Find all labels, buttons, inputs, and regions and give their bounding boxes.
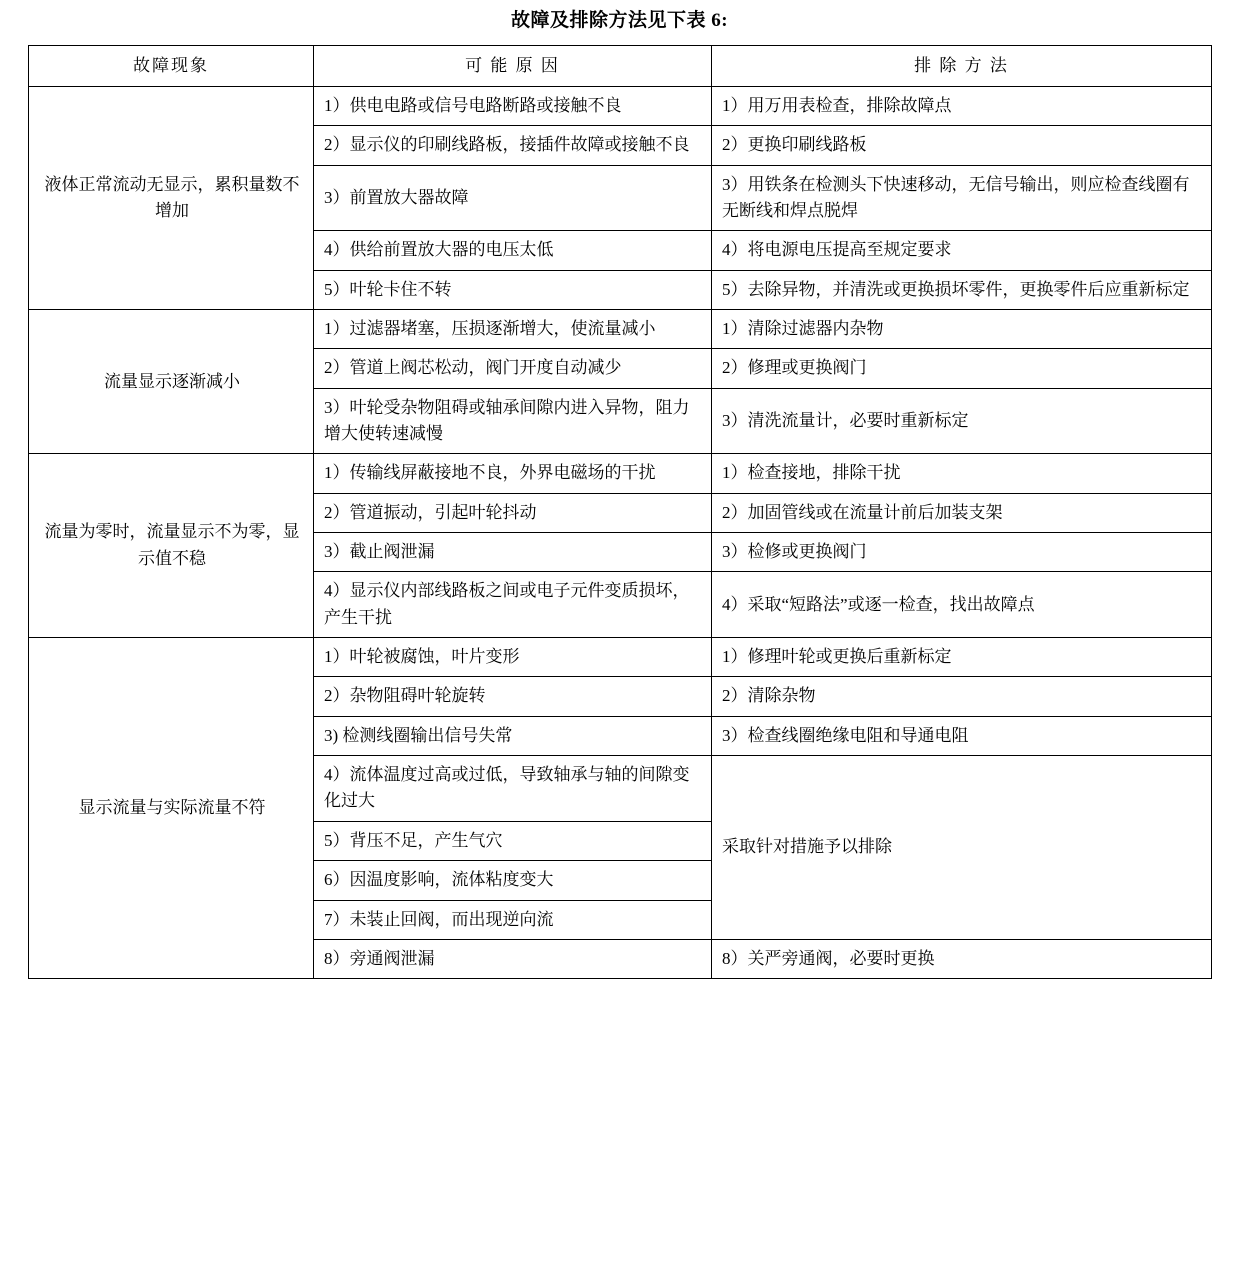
cause-cell: 6）因温度影响，流体粘度变大 (314, 861, 712, 900)
fault-troubleshooting-table (28, 45, 1212, 980)
remedy-cell: 5）去除异物，并清洗或更换损坏零件，更换零件后应重新标定 (712, 270, 1212, 309)
column-header-symptom: 故障现象 (29, 45, 314, 86)
cause-cell: 4）显示仪内部线路板之间或电子元件变质损坏，产生干扰 (314, 572, 712, 638)
table-header-row (29, 45, 1212, 86)
remedy-cell: 2）更换印刷线路板 (712, 126, 1212, 165)
remedy-cell: 3）检查线圈绝缘电阻和导通电阻 (712, 716, 1212, 755)
remedy-cell: 3）用铁条在检测头下快速移动，无信号输出，则应检查线圈有无断线和焊点脱焊 (712, 165, 1212, 231)
cause-cell: 2）杂物阻碍叶轮旋转 (314, 677, 712, 716)
remedy-cell: 1）用万用表检查，排除故障点 (712, 86, 1212, 125)
cause-cell: 4）流体温度过高或过低，导致轴承与轴的间隙变化过大 (314, 756, 712, 822)
remedy-cell: 1）修理叶轮或更换后重新标定 (712, 638, 1212, 677)
cause-cell: 2）管道振动，引起叶轮抖动 (314, 493, 712, 532)
cause-cell: 1）供电电路或信号电路断路或接触不良 (314, 86, 712, 125)
table-row (29, 454, 1212, 493)
remedy-cell-merged: 采取针对措施予以排除 (712, 756, 1212, 940)
cause-cell: 7）未装止回阀，而出现逆向流 (314, 900, 712, 939)
symptom-cell: 液体正常流动无显示，累积量数不增加 (29, 86, 314, 309)
symptom-cell: 流量为零时，流量显示不为零，显示值不稳 (29, 454, 314, 638)
cause-cell: 5）叶轮卡住不转 (314, 270, 712, 309)
remedy-cell: 3）清洗流量计，必要时重新标定 (712, 388, 1212, 454)
cause-cell: 8）旁通阀泄漏 (314, 939, 712, 978)
remedy-cell: 2）修理或更换阀门 (712, 349, 1212, 388)
cause-cell: 1）传输线屏蔽接地不良，外界电磁场的干扰 (314, 454, 712, 493)
remedy-cell: 4）采取“短路法”或逐一检查，找出故障点 (712, 572, 1212, 638)
cause-cell: 3）前置放大器故障 (314, 165, 712, 231)
symptom-cell: 流量显示逐渐减小 (29, 310, 314, 454)
table-row (29, 310, 1212, 349)
cause-cell: 3）截止阀泄漏 (314, 533, 712, 572)
cause-cell: 3) 检测线圈输出信号失常 (314, 716, 712, 755)
symptom-cell: 显示流量与实际流量不符 (29, 638, 314, 979)
cause-cell: 3）叶轮受杂物阻碍或轴承间隙内进入异物，阻力增大使转速减慢 (314, 388, 712, 454)
page-title: 故障及排除方法见下表 6: (510, 10, 729, 31)
cause-cell: 1）过滤器堵塞，压损逐渐增大，使流量减小 (314, 310, 712, 349)
cause-cell: 2）显示仪的印刷线路板，接插件故障或接触不良 (314, 126, 712, 165)
table-row (29, 638, 1212, 677)
remedy-cell: 8）关严旁通阀，必要时更换 (712, 939, 1212, 978)
cause-cell: 4）供给前置放大器的电压太低 (314, 231, 712, 270)
remedy-cell: 4）将电源电压提高至规定要求 (712, 231, 1212, 270)
table-row (29, 86, 1212, 125)
cause-cell: 5）背压不足，产生气穴 (314, 821, 712, 860)
remedy-cell: 2）加固管线或在流量计前后加装支架 (712, 493, 1212, 532)
cause-cell: 1）叶轮被腐蚀，叶片变形 (314, 638, 712, 677)
cause-cell: 2）管道上阀芯松动，阀门开度自动减少 (314, 349, 712, 388)
remedy-cell: 2）清除杂物 (712, 677, 1212, 716)
remedy-cell: 1）检查接地，排除干扰 (712, 454, 1212, 493)
column-header-remedy: 排 除 方 法 (712, 45, 1212, 86)
remedy-cell: 1）清除过滤器内杂物 (712, 310, 1212, 349)
remedy-cell: 3）检修或更换阀门 (712, 533, 1212, 572)
column-header-cause: 可 能 原 因 (314, 45, 712, 86)
